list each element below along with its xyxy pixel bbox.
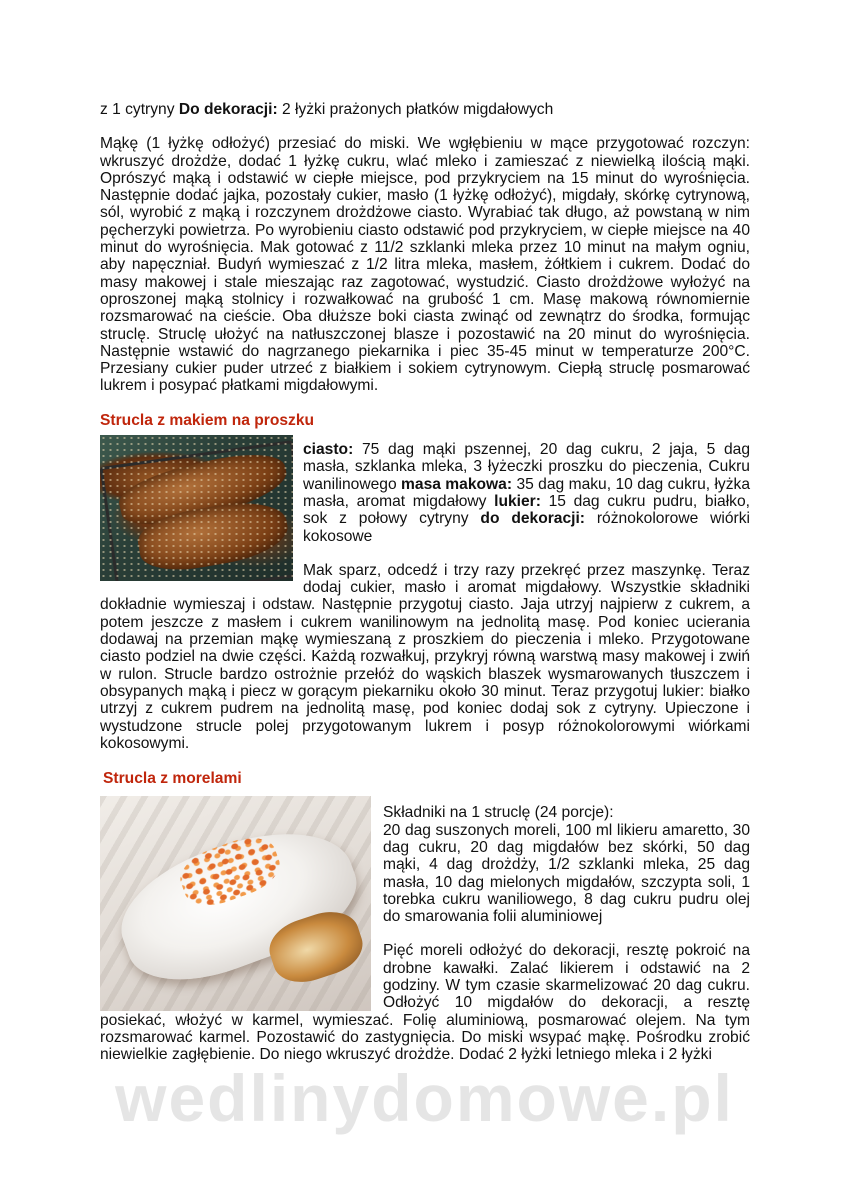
ing-text-masa: 35 dag maku, 10 dag cukru, łyżka masła, aromat migdałowy (303, 475, 750, 510)
recipe2-title: Strucla z makiem na proszku (100, 411, 315, 429)
recipe3-photo (100, 796, 371, 1011)
recipe3-ingredients: 20 dag suszonych moreli, 100 ml likieru amaretto, 30 dag cukru, 20 dag migdałów bez skórki, 50 dag mąki, 4 dag drożdży, 1/2 szklanki mleka, 25 dag masła, 10 dag mielonych migdałów, szczypta soli, 1 torebka cukru waniliowego, 8 dag cukru pudru olej do smarowania folii aluminiowej (383, 821, 750, 926)
recipe2-ingredients (303, 441, 750, 545)
recipe3-portion: Składniki na 1 struclę (24 porcje): (383, 804, 614, 822)
intro-line (100, 101, 750, 118)
watermark: wedlinydomowe.pl (115, 1061, 734, 1135)
recipe2-photo (100, 435, 293, 581)
recipe3-method: Pięć moreli odłożyć do dekoracji, resztę pokroić na drobne kawałki. Zalać likierem i odstawić na 2 godziny. W tym czasie skarmelizować 20 dag cukru. Odłożyć 10 migdałów do dekoracji, a resztę posiekać, włożyć w karmel, wymieszać. Folię aluminiową, posmarować olejem. Na tym rozsmarować karmel. Pozostawić do zastygnięcia. Do miski wsypać mąkę. Pośrodku zrobić niewielkie zagłębienie. Do niego wkruszyć drożdże. Dodać 2 łyżki letniego mleka i 2 łyżki (100, 942, 750, 1064)
intro-lead: z 1 cytryny (100, 101, 179, 118)
ing-text-ciasto: 75 dag mąki pszennej, 20 dag cukru, 2 jaja, 5 dag masła, szklanka mleka, 3 łyżeczki proszku do pieczenia, Cukru wanilinowego (303, 441, 750, 493)
document-body (100, 101, 750, 1064)
ing-label-masa: masa makowa: (401, 475, 513, 493)
recipe3-title: Strucla z morelami (103, 770, 242, 788)
intro-rest: 2 łyżki prażonych płatków migdałowych (277, 101, 554, 118)
intro-label: Do dekoracji: (178, 101, 278, 118)
ing-text-dekoracja: różnokolorowe wiórki kokosowe (303, 510, 750, 545)
ing-label-lukier: lukier: (494, 492, 541, 510)
ing-text-lukier: 15 dag cukru pudru, białko, sok z połowy cytryny (303, 492, 750, 528)
first-recipe-method: Mąkę (1 łyżkę odłożyć) przesiać do miski. We wgłębieniu w mące przygotować rozczyn: wkruszyć drożdże, dodać 1 łyżkę cukru, wlać mleko i zamieszać z niewielką ilością mąki. Oprószyć mąką i odstawić w ciepłe miejsce, pod przykryciem na 15 minut do wyrośnięcia. Następnie dodać jajka, pozostały cukier, masło (1 łyżkę odłożyć), migdały, skórkę cytrynową, sól, wyrobić z mąką i rozczynem drożdżowe ciasto. Wyrabiać tak długo, aż powstaną w nim pęcherzyki powietrza. Po wyrobieniu ciasto odstawić pod przykryciem, w ciepłe miejsce na 40 minut do wyrośnięcia. Mak gotować z 11/2 szklanki mleka przez 10 minut na małym ogniu, aby napęczniał. Budyń wymieszać z 1/2 litra mleka, masłem, żółtkiem i cukrem. Dodać do masy makowej i stale mieszając raz zagotować, wystudzić. Ciasto drożdżowe wyłożyć na oproszonej mąką stolnicy i rozwałkować na grubość 1 cm. Masę makową równomiernie rozsmarować na cieście. Oba dłuższe boki ciasta zwinąć od zewnątrz do środka, formując struclę. Struclę ułożyć na natłuszczonej blasze i pozostawić na 20 minut do wyrośnięcia. Następnie wstawić do nagrzanego piekarnika i piec 35-45 minut w temperaturze 200°C. Przesiany cukier puder utrzeć z białkiem i sokiem cytrynowym. Ciepłą struclę posmarować lukrem i posypać płatkami migdałowymi. (100, 135, 750, 395)
ing-label-ciasto: ciasto: (303, 441, 354, 459)
recipe2-method: Mak sparz, odcedź i trzy razy przekręć przez maszynkę. Teraz dodaj cukier, masło i aromat migdałowy. Wszystkie składniki dokładnie wymieszaj i odstaw. Następnie przygotuj ciasto. Jaja utrzyj najpierw z cukrem, a potem jeszcze z masłem i cukrem wanilinowym na jednolitą masę. Pod koniec ucierania dodawaj na przemian mąkę wymieszaną z proszkiem do pieczenia i mleko. Przygotowane ciasto podziel na dwie części. Każdą rozwałkuj, przykryj równą warstwą masy makowej i zwiń w rulon. Strucle bardzo ostrożnie przełóż do wąskich blaszek wysmarowanych tłuszczem i obsypanych mąką i piecz w gorącym piekarniku około 30 minut. Teraz przygotuj lukier: białko utrzyj z cukrem pudrem na jednolitą masę, pod koniec dodaj sok z cytryny. Upieczone i wystudzone strucle polej przygotowanym lukrem i posyp różnokolorowymi wiórkami kokosowymi. (100, 561, 750, 752)
ing-label-dekoracja: do dekoracji: (480, 510, 585, 528)
